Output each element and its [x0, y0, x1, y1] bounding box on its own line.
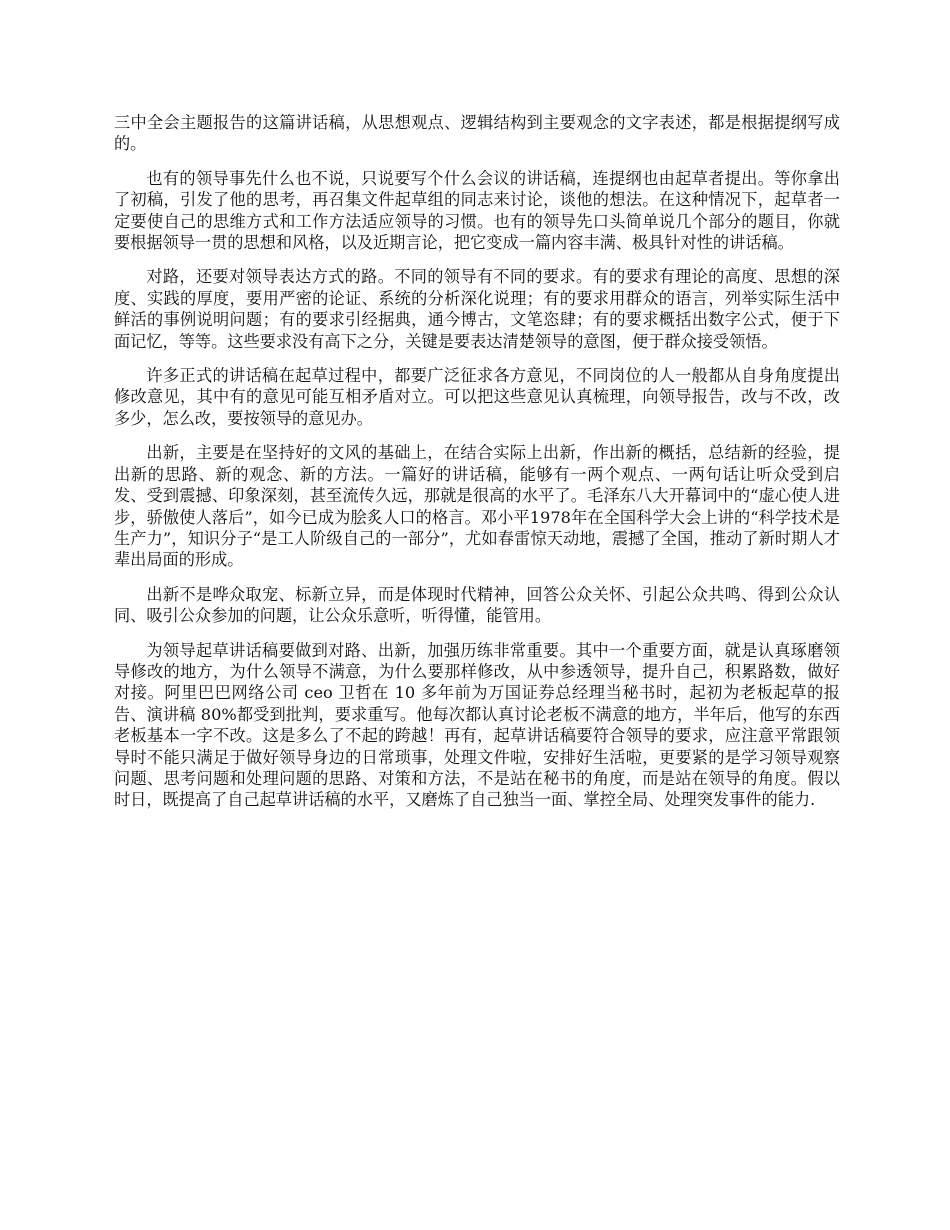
paragraph-5: 出新，主要是在坚持好的文风的基础上，在结合实际上出新，作出新的概括，总结新的经验，提出新的思路、新的观念、新的方法。一篇好的讲话稿，能够有一两个观点、一两句话让听众受到启发、受到震撼、印象深刻，甚至流传久远，那就是很高的水平了。毛泽东八大开幕词中的“虚心使人进步，骄傲使人落后”，如今已成为脍炙人口的格言。邓小平1978年在全国科学大会上讲的“科学技术是生产力”，知识分子“是工人阶级自己的一部分”，尤如春雷惊天动地，震撼了全国，推动了新时期人才辈出局面的形成。	[114, 443, 840, 570]
paragraph-1: 三中全会主题报告的这篇讲话稿，从思想观点、逻辑结构到主要观念的文字表述，都是根据提纲写成的。	[114, 113, 840, 154]
paragraph-3: 对路，还要对领导表达方式的路。不同的领导有不同的要求。有的要求有理论的高度、思想的深度、实践的厚度，要用严密的论证、系统的分析深化说理；有的要求用群众的语言，列举实际生活中鲜活的事例说明问题；有的要求引经据典，通今博古，文笔恣肆；有的要求概括出数字公式，便于下面记忆，等等。这些要求没有高下之分，关键是要表达清楚领导的意图，便于群众接受领悟。	[114, 267, 840, 351]
paragraph-2: 也有的领导事先什么也不说，只说要写个什么会议的讲话稿，连提纲也由起草者提出。等你拿出了初稿，引发了他的思考，再召集文件起草组的同志来讨论，谈他的想法。在这种情况下，起草者一定要使自己的思维方式和工作方法适应领导的习惯。也有的领导先口头简单说几个部分的题目，你就要根据领导一贯的思想和风格，以及近期言论，把它变成一篇内容丰满、极具针对性的讲话稿。	[114, 168, 840, 253]
paragraph-6: 出新不是哗众取宠、标新立异，而是体现时代精神，回答公众关怀、引起公众共鸣、得到公众认同、吸引公众参加的问题，让公众乐意听，听得懂，能管用。	[114, 584, 840, 626]
document-page	[114, 112, 840, 824]
paragraph-7: 为领导起草讲话稿要做到对路、出新，加强历练非常重要。其中一个重要方面，就是认真琢磨领导修改的地方，为什么领导不满意，为什么要那样修改，从中参透领导，提升自己，积累路数，做好对接。阿里巴巴网络公司 ceo 卫哲在 10 多年前为万国证券总经理当秘书时，起初为老板起草的报告、演讲稿 80%都受到批判，要求重写。他每次都认真讨论老板不满意的地方，半年后，他写的东西老板基本一字不改。这是多么了不起的跨越！再有，起草讲话稿要符合领导的要求，应注意平常跟领导时不能只满足于做好领导身边的日常琐事，处理文件啦，安排好生活啦，更要紧的是学习领导观察问题、思考问题和处理问题的思路、对策和方法，不是站在秘书的角度，而是站在领导的角度。假以时日，既提高了自己起草讲话稿的水平，又磨炼了自己独当一面、掌控全局、处理突发事件的能力.	[114, 640, 840, 810]
paragraph-4: 许多正式的讲话稿在起草过程中，都要广泛征求各方意见，不同岗位的人一般都从自身角度提出修改意见，其中有的意见可能互相矛盾对立。可以把这些意见认真梳理，向领导报告，改与不改，改多少，怎么改，要按领导的意见办。	[114, 366, 840, 428]
